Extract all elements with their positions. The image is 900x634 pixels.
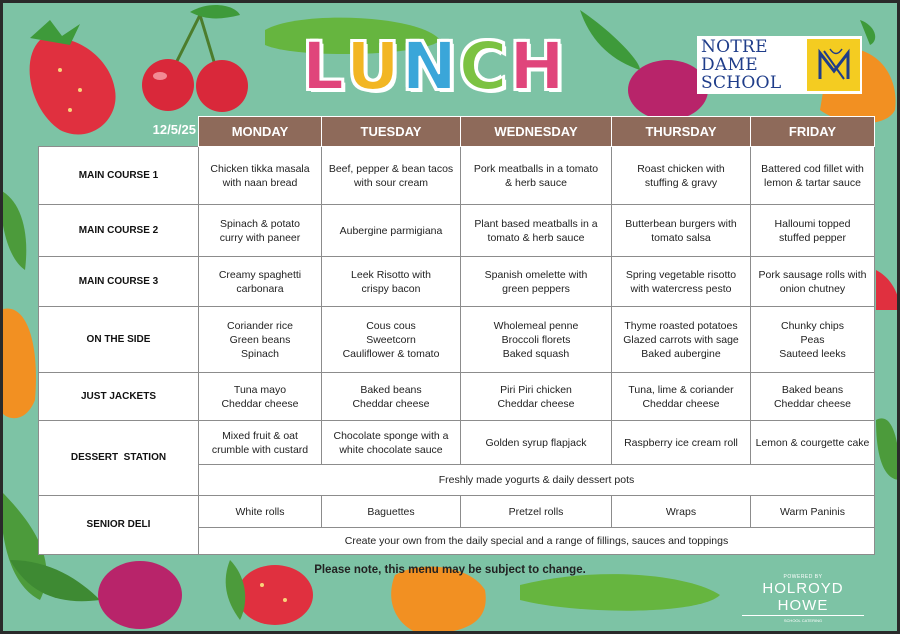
menu-cell (751, 205, 875, 257)
menu-item-line: Plant based meatballs in a (474, 217, 598, 230)
menu-item-line: Mixed fruit & oat (222, 429, 298, 442)
menu-item-line: crumble with custard (211, 443, 309, 456)
day-header-row (39, 117, 875, 147)
menu-item-line: Butterbean burgers with (625, 217, 737, 230)
menu-cell (751, 147, 875, 205)
menu-item-line: Lemon & courgette cake (755, 436, 870, 449)
menu-item-line: with watercress pesto (630, 282, 732, 295)
title-letter: H (509, 28, 565, 105)
menu-item-line: Coriander rice (227, 319, 293, 332)
menu-item-line: Golden syrup flapjack (485, 436, 587, 449)
menu-cell (199, 147, 322, 205)
menu-item-line: Chicken tikka masala (210, 162, 310, 175)
menu-item-line: Cheddar cheese (221, 397, 299, 410)
menu-item-line: tomato & herb sauce (487, 231, 585, 244)
menu-item-line: lemon & tartar sauce (764, 176, 861, 189)
menu-cell: Wraps (612, 496, 751, 528)
row-label: DESSERT STATION (39, 421, 199, 496)
title-letter: N (401, 28, 457, 105)
menu-cell (199, 421, 322, 465)
menu-cell: White rolls (199, 496, 322, 528)
menu-item-line: Baked beans (781, 383, 844, 396)
menu-cell (322, 205, 461, 257)
menu-item-line: Spinach (241, 347, 279, 360)
menu-cell (199, 373, 322, 421)
menu-item-line: Peas (800, 333, 825, 346)
menu-cell (612, 257, 751, 307)
dessert-extra: Freshly made yogurts & daily dessert pots (199, 465, 875, 496)
crest-icon (807, 39, 860, 91)
logo-line: DAME (701, 55, 758, 75)
menu-row (39, 373, 875, 421)
menu-cell (612, 307, 751, 373)
caterer-small: POWERED BY (783, 574, 823, 580)
menu-item-line: Spring vegetable risotto (625, 268, 737, 281)
menu-item-line: Tuna mayo (233, 383, 287, 396)
menu-item-line: Green beans (229, 333, 291, 346)
menu-item-line: Sweetcorn (366, 333, 416, 346)
menu-item-line: Creamy spaghetti (218, 268, 302, 281)
menu-cell: Baguettes (322, 496, 461, 528)
caterer-name: HOLROYD HOWE (742, 580, 864, 616)
menu-item-line: Halloumi topped (774, 217, 851, 230)
menu-item-line: Cheddar cheese (642, 397, 720, 410)
menu-item-line: Cheddar cheese (352, 397, 430, 410)
menu-item-line: tomato salsa (651, 231, 711, 244)
row-label: JUST JACKETS (39, 373, 199, 421)
menu-item-line: Glazed carrots with sage (623, 333, 739, 346)
caterer-logo (742, 574, 864, 623)
menu-cell (612, 421, 751, 465)
menu-item-line: stuffed pepper (779, 231, 846, 244)
menu-item-line: Aubergine parmigiana (339, 224, 443, 237)
menu-cell (199, 257, 322, 307)
caterer-tagline: SCHOOL CATERING (783, 618, 823, 623)
menu-row (39, 147, 875, 205)
menu-cell (322, 307, 461, 373)
menu-item-line: onion chutney (779, 282, 846, 295)
menu-item-line: & herb sauce (505, 176, 567, 189)
row-label: SENIOR DELI (39, 496, 199, 555)
menu-item-line: crispy bacon (361, 282, 421, 295)
menu-item-line: Sauteed leeks (779, 347, 846, 360)
menu-item-line: green peppers (502, 282, 570, 295)
day-header-friday: FRIDAY (751, 117, 875, 147)
day-header-wednesday: WEDNESDAY (461, 117, 612, 147)
menu-cell (322, 373, 461, 421)
menu-item-line: Tuna, lime & coriander (628, 383, 734, 396)
menu-item-line: Pork sausage rolls with (758, 268, 867, 281)
menu-row (39, 205, 875, 257)
menu-item-line: Roast chicken with (637, 162, 725, 175)
title-letter: U (346, 28, 400, 105)
header-blank (39, 117, 199, 147)
menu-cell (461, 257, 612, 307)
lunch-menu-table (38, 116, 875, 555)
menu-cell (612, 147, 751, 205)
menu-item-line: Pork meatballs in a tomato (473, 162, 599, 175)
menu-cell (612, 205, 751, 257)
menu-row (39, 257, 875, 307)
logo-line: SCHOOL (701, 73, 782, 93)
menu-item-line: with sour cream (353, 176, 429, 189)
menu-item-line: Raspberry ice cream roll (624, 436, 738, 449)
menu-item-line: stuffing & gravy (644, 176, 718, 189)
menu-cell (322, 421, 461, 465)
menu-cell (461, 205, 612, 257)
menu-item-line: Battered cod fillet with (761, 162, 864, 175)
menu-cell (461, 147, 612, 205)
menu-item-line: Spinach & potato (220, 217, 300, 230)
menu-cell (461, 421, 612, 465)
deli-extra: Create your own from the daily special and a range of fillings, sauces and toppings (199, 528, 875, 555)
menu-item-line: Thyme roasted potatoes (624, 319, 738, 332)
menu-item-line: Spanish omelette with (484, 268, 588, 281)
menu-item-line: Baked aubergine (641, 347, 721, 360)
row-label: ON THE SIDE (39, 307, 199, 373)
menu-cell: Warm Paninis (751, 496, 875, 528)
menu-cell (751, 307, 875, 373)
menu-cell (461, 373, 612, 421)
menu-cell (199, 307, 322, 373)
menu-disclaimer: Please note, this menu may be subject to change. (314, 564, 586, 576)
menu-date: 12/5/25 (152, 122, 196, 137)
menu-cell (322, 257, 461, 307)
menu-item-line: Piri Piri chicken (500, 383, 572, 396)
menu-item-line: Leek Risotto with (351, 268, 431, 281)
menu-item-line: Cheddar cheese (497, 397, 575, 410)
menu-cell (322, 147, 461, 205)
menu-item-line: Wholemeal penne (493, 319, 579, 332)
menu-cell (199, 205, 322, 257)
menu-item-line: curry with paneer (219, 231, 301, 244)
menu-item-line: Cauliflower & tomato (342, 347, 440, 360)
menu-cell (751, 257, 875, 307)
logo-line: NOTRE (701, 37, 768, 57)
title-letter: L (302, 28, 345, 105)
menu-item-line: Chocolate sponge with a (333, 429, 449, 442)
day-header-tuesday: TUESDAY (322, 117, 461, 147)
deli-row (39, 496, 875, 528)
day-header-monday: MONDAY (199, 117, 322, 147)
menu-cell (612, 373, 751, 421)
row-label: MAIN COURSE 3 (39, 257, 199, 307)
row-label: MAIN COURSE 2 (39, 205, 199, 257)
day-header-thursday: THURSDAY (612, 117, 751, 147)
menu-item-line: Cous cous (366, 319, 416, 332)
menu-item-line: with naan bread (222, 176, 298, 189)
row-label: MAIN COURSE 1 (39, 147, 199, 205)
title-letter: C (458, 28, 508, 105)
dessert-row (39, 421, 875, 465)
menu-item-line: carbonara (236, 282, 284, 295)
menu-row (39, 307, 875, 373)
menu-item-line: Chunky chips (780, 319, 845, 332)
menu-cell: Pretzel rolls (461, 496, 612, 528)
menu-cell (461, 307, 612, 373)
menu-item-line: white chocolate sauce (339, 443, 443, 456)
menu-cell (751, 373, 875, 421)
menu-item-line: Beef, pepper & bean tacos (328, 162, 454, 175)
menu-item-line: Cheddar cheese (773, 397, 852, 410)
lunch-title (302, 30, 565, 104)
menu-item-line: Baked beans (360, 383, 422, 396)
menu-item-line: Broccoli florets (501, 333, 571, 346)
menu-cell (751, 421, 875, 465)
menu-item-line: Baked squash (502, 347, 570, 360)
school-logo (697, 36, 862, 94)
